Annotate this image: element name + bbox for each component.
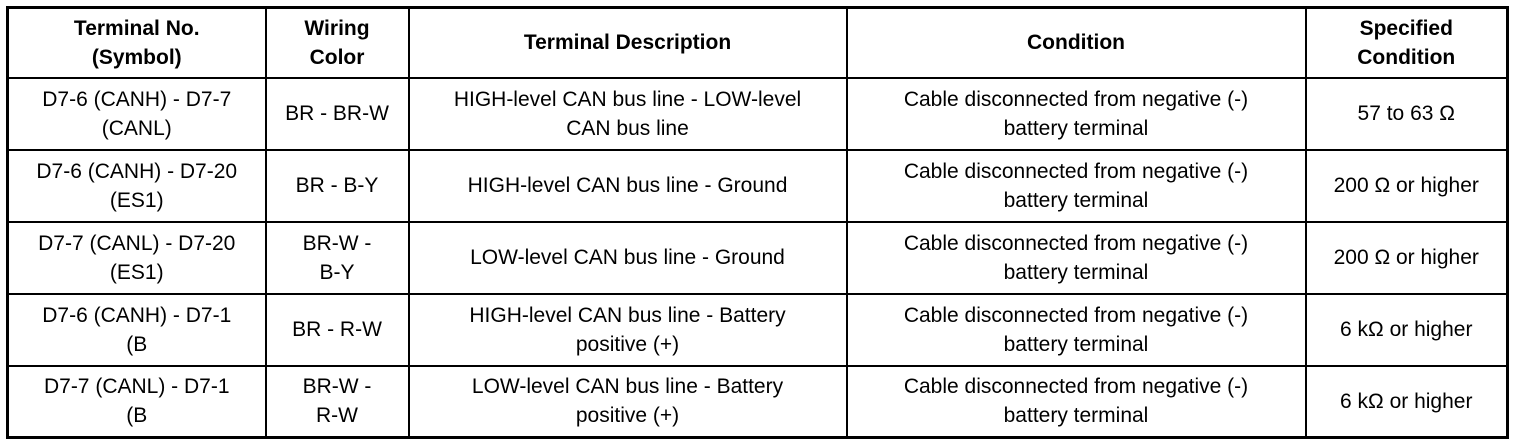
header-terminal-description: Terminal Description bbox=[409, 8, 847, 78]
table-row bbox=[8, 222, 1508, 294]
cell-condition: Cable disconnected from negative (-) battery terminal bbox=[847, 366, 1306, 438]
cell-condition: Cable disconnected from negative (-) battery terminal bbox=[847, 78, 1306, 150]
cell-specified-condition: 6 kΩ or higher bbox=[1306, 294, 1508, 366]
cell-wiring-color: BR - BR-W bbox=[266, 78, 409, 150]
cell-terminal-description: LOW-level CAN bus line - Ground bbox=[409, 222, 847, 294]
cell-wiring-color: BR-W - R-W bbox=[266, 366, 409, 438]
table-row bbox=[8, 294, 1508, 366]
cell-terminal-description: HIGH-level CAN bus line - Battery positive (+) bbox=[409, 294, 847, 366]
header-terminal-no: Terminal No. (Symbol) bbox=[8, 8, 266, 78]
header-condition: Condition bbox=[847, 8, 1306, 78]
cell-terminal-description: HIGH-level CAN bus line - LOW-level CAN bus line bbox=[409, 78, 847, 150]
cell-wiring-color: BR - R-W bbox=[266, 294, 409, 366]
cell-specified-condition: 57 to 63 Ω bbox=[1306, 78, 1508, 150]
table-row bbox=[8, 366, 1508, 438]
cell-wiring-color: BR-W - B-Y bbox=[266, 222, 409, 294]
cell-condition: Cable disconnected from negative (-) battery terminal bbox=[847, 222, 1306, 294]
table-row bbox=[8, 78, 1508, 150]
cell-specified-condition: 200 Ω or higher bbox=[1306, 150, 1508, 222]
header-wiring-color: Wiring Color bbox=[266, 8, 409, 78]
table-container bbox=[6, 6, 1509, 439]
cell-specified-condition: 6 kΩ or higher bbox=[1306, 366, 1508, 438]
cell-terminal-no: D7-7 (CANL) - D7-20 (ES1) bbox=[8, 222, 266, 294]
header-specified-condition: Specified Condition bbox=[1306, 8, 1508, 78]
cell-specified-condition: 200 Ω or higher bbox=[1306, 222, 1508, 294]
header-row bbox=[8, 8, 1508, 78]
cell-terminal-no: D7-7 (CANL) - D7-1 (B bbox=[8, 366, 266, 438]
cell-condition: Cable disconnected from negative (-) battery terminal bbox=[847, 294, 1306, 366]
cell-terminal-description: LOW-level CAN bus line - Battery positive (+) bbox=[409, 366, 847, 438]
cell-terminal-no: D7-6 (CANH) - D7-20 (ES1) bbox=[8, 150, 266, 222]
terminal-spec-table bbox=[6, 6, 1509, 439]
table-row bbox=[8, 150, 1508, 222]
cell-terminal-description: HIGH-level CAN bus line - Ground bbox=[409, 150, 847, 222]
cell-condition: Cable disconnected from negative (-) battery terminal bbox=[847, 150, 1306, 222]
cell-terminal-no: D7-6 (CANH) - D7-1 (B bbox=[8, 294, 266, 366]
cell-wiring-color: BR - B-Y bbox=[266, 150, 409, 222]
cell-terminal-no: D7-6 (CANH) - D7-7 (CANL) bbox=[8, 78, 266, 150]
